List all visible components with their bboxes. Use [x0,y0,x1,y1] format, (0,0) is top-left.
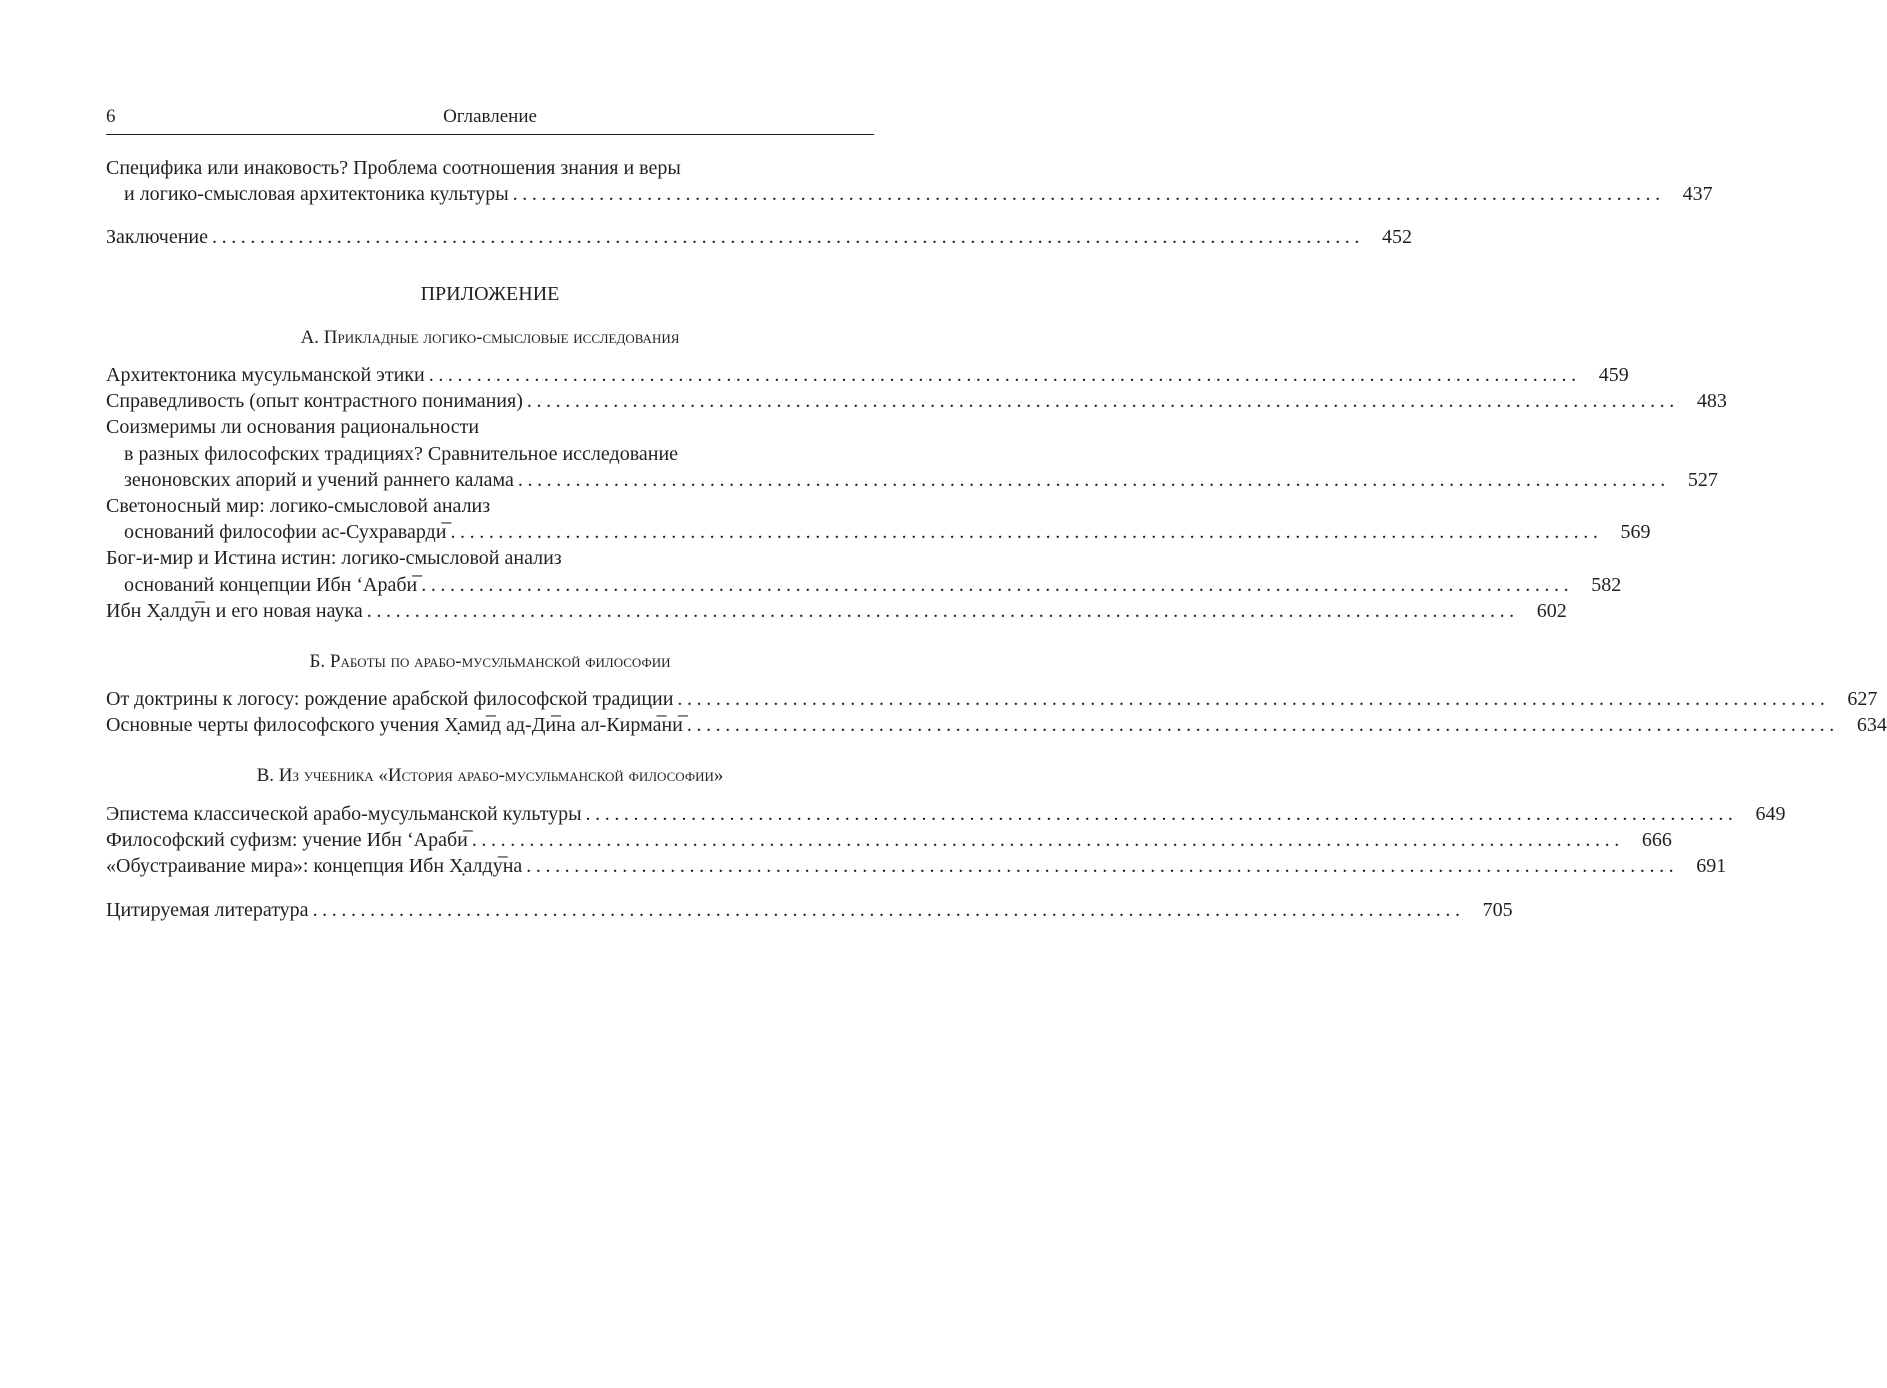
toc-page-number: 649 [1755,803,1786,825]
toc-page-number: 705 [1482,899,1513,921]
leader-dots: ........................................................................................................................ [421,573,1574,596]
toc-page-number: 527 [1687,468,1718,491]
toc-page-number: 437 [1682,183,1713,206]
leader-dots: ........................................................................................................................ [450,521,1603,544]
appendix-heading: ПРИЛОЖЕНИЕ [420,283,560,305]
toc-entry-title: Справедливость (опыт контрастного понимания) [106,390,523,413]
toc-entry-line [106,181,1713,207]
toc-page-number: 602 [1536,599,1567,622]
toc-entry [106,362,1629,388]
toc-entry [106,712,1887,738]
toc-entry [106,853,1727,879]
toc-entry-title: Заключение [106,226,208,248]
toc-page-number: 483 [1696,390,1727,413]
page-number: 6 [106,106,116,127]
leader-dots: ........................................................................................................................ [428,364,1581,386]
toc-entry-title: Эпистема классической арабо-мусульманской культуры [106,803,582,825]
section-a-entries [106,362,1727,624]
leader-dots: ........................................................................................................................ [366,599,1519,622]
leader-dots: ........................................................................................................................ [312,899,1465,921]
leader-dots: ........................................................................................................................ [212,226,1364,248]
leader-dots: ........................................................................................................................ [526,855,1679,878]
toc-entry-line [106,224,1412,250]
section-c-heading: В. Из учебника «История арабо-мусульманской философии» [256,765,724,786]
toc-entry [106,686,1878,712]
toc-entry [106,897,1513,923]
toc-entry [106,598,1567,624]
running-title: Оглавление [443,106,537,127]
toc-entry [106,801,1786,827]
leader-dots: ........................................................................................................................ [686,714,1839,737]
toc-page-number: 691 [1696,855,1727,878]
toc-entry-title: и логико-смысловая архитектоника культуры [124,183,509,206]
leader-dots: ........................................................................................................................ [512,183,1665,206]
toc-entry-conclusion [106,224,1412,250]
toc-entry-title: Цитируемая литература [106,899,309,921]
toc-page-number: 452 [1382,226,1412,248]
toc-entry-line: Бог-и-мир и Истина истин: логико-смысловой анализ [106,547,562,570]
toc-page-number: 666 [1641,829,1672,852]
toc-entry-title: Ибн Х̣алду̅н и его новая наука [106,599,363,622]
toc-page-number: 569 [1620,521,1651,544]
toc-entry-title: От доктрины к логосу: рождение арабской философской традиции [106,688,674,710]
section-b-heading: Б. Работы по арабо-мусульманской философии [309,651,671,672]
section-a-heading: А. Прикладные логико-смысловые исследования [300,327,680,348]
toc-entry-title: зеноновских апорий и учений раннего калама [124,468,514,491]
toc-page-number: 627 [1847,688,1878,710]
toc-entry-line: Специфика или инаковость? Проблема соотношения знания и веры [106,157,681,179]
leader-dots: ........................................................................................................................ [517,468,1670,491]
toc-entry [106,519,1651,545]
toc-entry-title: оснований концепции Ибн ‘Араби̅ [124,573,418,596]
toc-entry-title: Архитектоника мусульманской этики [106,364,425,386]
toc-entry-title: оснований философии ас-Сухраварди̅ [124,521,447,544]
leader-dots: ........................................................................................................................ [471,829,1624,852]
toc-entry-line: Светоносный мир: логико-смысловой анализ [106,494,491,517]
toc-entry-bibliography [106,897,1513,923]
toc-page-number: 459 [1598,364,1629,386]
leader-dots: ........................................................................................................................ [677,688,1830,710]
toc-page-number: 634 [1856,714,1887,737]
leader-dots: ........................................................................................................................ [526,390,1679,413]
running-head [106,104,874,130]
toc-entry-title: Основные черты философского учения Х̣ами̅д ад-Ди̅на ал-Кирма̅ни̅ [106,714,683,737]
section-b-entries [106,686,1887,738]
header-rule [106,134,874,135]
toc-entry [106,467,1718,493]
leader-dots: ........................................................................................................................ [585,803,1738,825]
section-c-entries [106,801,1786,880]
toc-entry-specifics [106,155,1713,207]
toc-entry-title: «Обустраивание мира»: концепция Ибн Х̣алду̅на [106,855,523,878]
toc-entry [106,572,1622,598]
toc-entry [106,827,1672,853]
toc-entry-line: Соизмеримы ли основания рациональности [106,416,480,439]
toc-entry-title: Философский суфизм: учение Ибн ‘Араби̅ [106,829,468,852]
toc-entry [106,388,1727,414]
toc-entry-line: в разных философских традициях? Сравнительное исследование [124,442,679,465]
toc-page-number: 582 [1591,573,1622,596]
